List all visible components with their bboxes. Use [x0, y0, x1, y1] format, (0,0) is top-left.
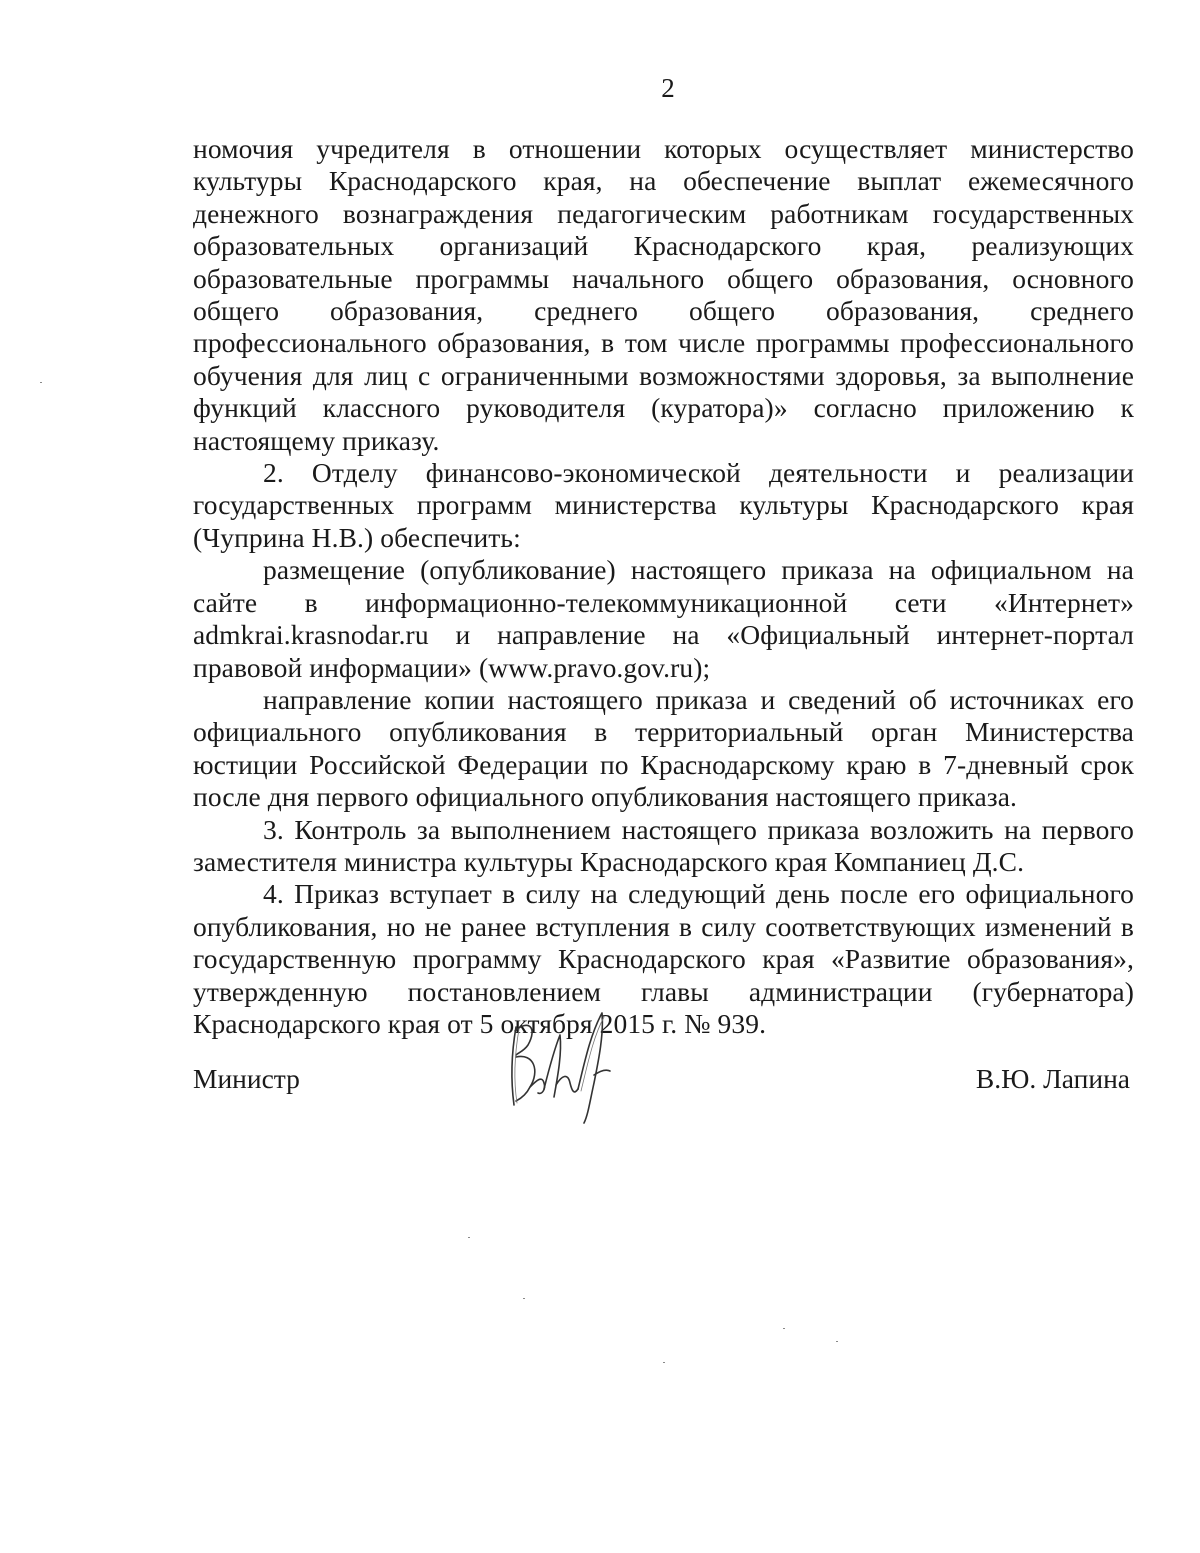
paragraph-ministry-of-justice: направление копии настоящего приказа и сведений об источниках его официального опубликования в территориальный орган Министерства юстиции Российской Федерации по Краснодарскому краю в 7-дневный срок после дня первого официального опубликования настоящего приказа. [193, 683, 1134, 813]
scan-speck [836, 1341, 838, 1342]
paragraph-item-2: 2. Отделу финансово-экономической деятельности и реализации государственных программ министерства культуры Краснодарского края (Чуприна Н.В.) обеспечить: [193, 457, 1134, 553]
page-number: 2 [661, 73, 675, 103]
scan-speck [40, 382, 42, 383]
paragraph-publication: размещение (опубликование) настоящего приказа на официальном на сайте в информационно-телекоммуникационной сети «Интернет» admkrai.krasnodar.ru и направление на «Официальный интернет-портал правовой информации» (www.pravo.gov.ru); [193, 554, 1134, 683]
signer-name: В.Ю. Лапина [975, 1063, 1130, 1094]
paragraph-continuation: номочия учредителя в отношении которых осуществляет министерство культуры Краснодарского края, на обеспечение выплат ежемесячного денежного вознаграждения педагогическим работникам государственных образовательных организаций Краснодарского края, реализующих образовательные программы начального общего образования, основного общего образования, среднего общего образования, среднего профессионального образования, в том числе программы профессионального обучения для лиц с ограниченными возможностями здоровья, за выполнение функций классного руководителя (куратора)» согласно приложению к настоящему приказу. [193, 133, 1134, 456]
signer-position: Министр [193, 1063, 300, 1094]
scan-speck [663, 1362, 665, 1363]
scan-speck [783, 1328, 785, 1329]
handwritten-signature [498, 1005, 628, 1130]
document-body [193, 133, 1134, 1040]
scan-speck [468, 1237, 470, 1238]
scan-speck [523, 1298, 525, 1299]
paragraph-item-3: 3. Контроль за выполнением настоящего приказа возложить на первого заместителя министра культуры Краснодарского края Компаниец Д.С. [193, 813, 1134, 877]
paragraph-item-4: 4. Приказ вступает в силу на следующий день после его официального опубликования, но не ранее вступления в силу соответствующих изменений в государственную программу Краснодарского края «Развитие образования», утвержденную постановлением главы администрации (губернатора) Краснодарского края от 5 октября 2015 г. № 939. [193, 878, 1134, 1039]
signature-block [193, 1005, 1134, 1135]
